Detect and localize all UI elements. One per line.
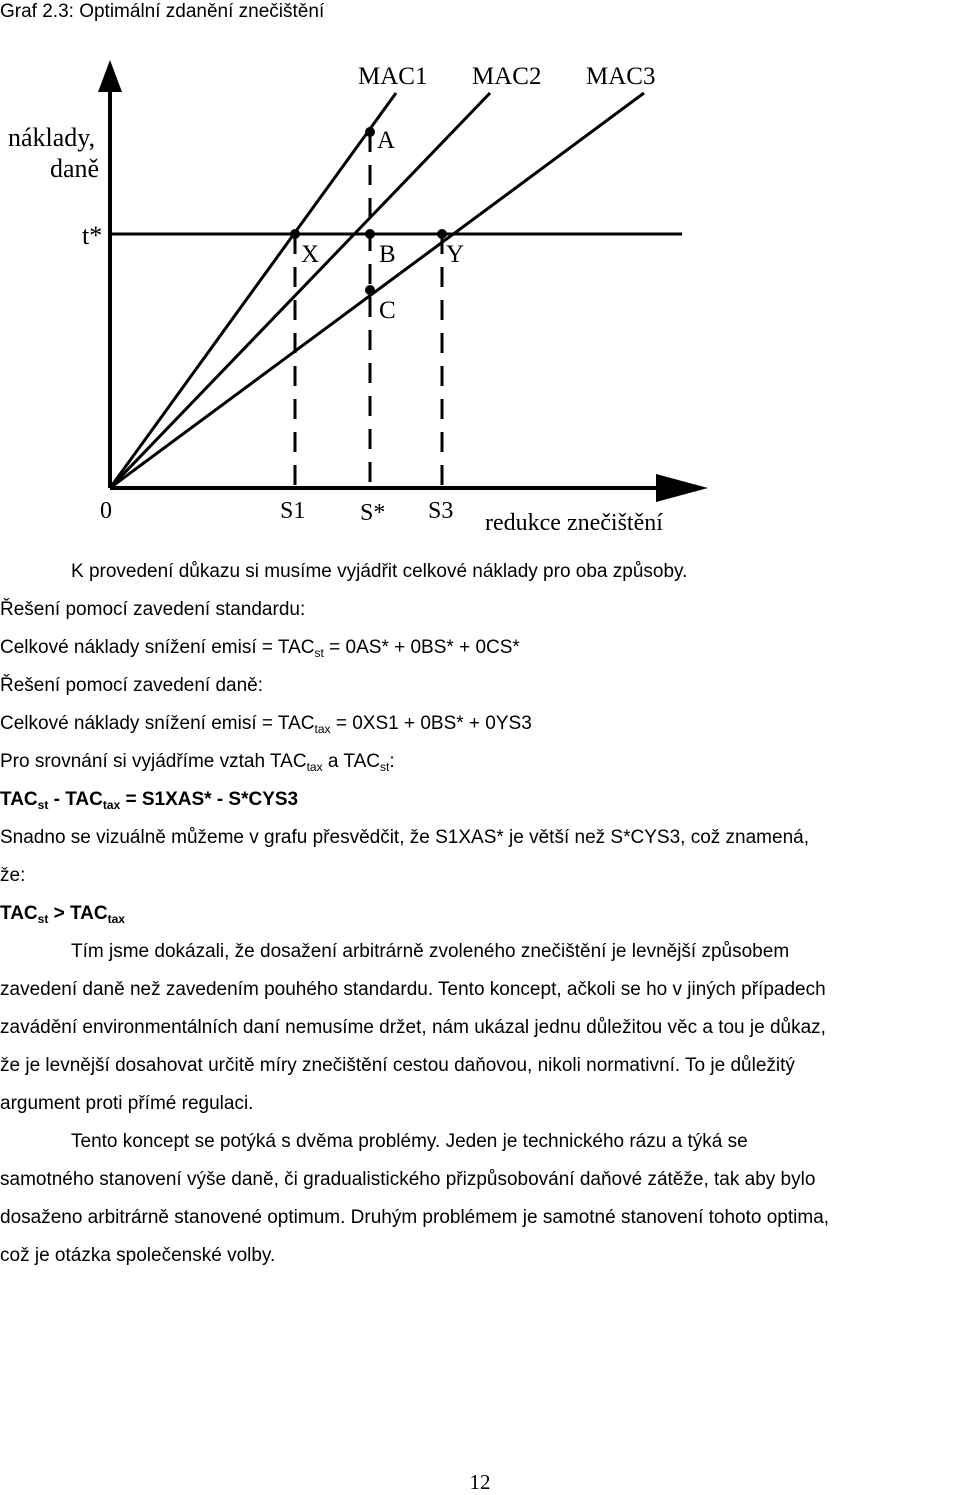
text-line-that: že: [0,865,26,886]
y-axis-label-2: daně [50,154,100,183]
mac1-line [110,93,396,488]
paragraph-1-line-3: zavádění environmentálních daní nemusíme držet, nám ukázal jednu důležitou věc a tou je důkaz, [0,1017,826,1038]
text-line-tax-heading: Řešení pomocí zavedení daně: [0,675,264,696]
text-line-proof-intro: K provedení důkazu si musíme vyjádřit celkové náklady pro oba způsoby. [71,561,688,582]
point-c-label: C [379,297,396,324]
point-x-dot [290,229,300,239]
mac2-label: MAC2 [472,63,542,90]
x-axis-arrow [656,474,708,502]
y-axis-label-1: náklady, [8,123,96,152]
tax-label: t* [82,221,103,250]
paragraph-2-line-4: což je otázka společenské volby. [0,1245,276,1266]
point-y-label: Y [446,241,465,268]
text-line-visual-check: Snadno se vizuálně můžeme v grafu přesvědčit, že S1XAS* je větší než S*CYS3, což znamená, [0,827,809,848]
text-line-tac-tax: Celkové náklady snížení emisí = $TAC_{tax} = 0XS1 + 0BS* + 0YS3$ [0,713,532,736]
paragraph-2-line-3: dosaženo arbitrárně stanovené optimum. Druhým problémem je samotné stanovení tohoto optima, [0,1207,830,1228]
paragraph-1-line-5: argument proti přímé regulaci. [0,1093,254,1114]
paragraph-1-line-2: zavedení daně než zavedením pouhého standardu. Tento koncept, ačkoli se ho v jiných případech [0,979,826,1000]
text-line-tac-standard: Celkové náklady snížení emisí = $TAC_{st} = 0AS* + 0BS* + 0CS*$ [0,637,520,660]
paragraph-1-line-4: že je levnější dosahovat určitě míry znečištění cestou daňovou, nikoli normativní. To je důležitý [0,1055,795,1076]
text-line-standard-heading: Řešení pomocí zavedení standardu: [0,599,306,620]
text-line-difference-formula: $TAC_{st} - TAC_{tax} = S1XAS* - S*CYS3$ [0,789,299,812]
figure-caption: Graf 2.3: Optimální zdanění znečištění [0,1,325,22]
tick-s3-label: S3 [428,498,454,524]
point-c-dot [365,285,375,295]
text-line-comparison: Pro srovnání si vyjádříme vztah $TAC_{tax}$ a $TAC_{st}$: [0,751,395,774]
tick-s1-label: S1 [280,498,306,524]
paragraph-1-line-1: Tím jsme dokázali, že dosažení arbitrárně zvoleného znečištění je levnější způsobem [71,941,790,962]
y-axis-arrow [98,60,122,92]
mac3-label: MAC3 [586,63,656,90]
tick-s-star-label: S* [360,500,386,526]
mac2-line [110,93,490,488]
text-line-inequality: $TAC_{st} > TAC_{tax}$ [0,903,125,926]
page-number: 12 [469,1470,491,1494]
point-y-dot [437,229,447,239]
point-a-label: A [377,127,396,154]
point-a-dot [365,127,375,137]
mac1-label: MAC1 [358,63,428,90]
x-axis-label: redukce znečištění [485,510,663,536]
abatement-tax-diagram [0,40,720,540]
point-x-label: X [301,241,320,268]
origin-label: 0 [100,498,112,524]
paragraph-2-line-1: Tento koncept se potýká s dvěma problémy. Jeden je technického rázu a týká se [71,1131,748,1152]
paragraph-2-line-2: samotného stanovení výše daně, či gradualistického přizpůsobování daňové zátěže, tak aby bylo [0,1169,816,1190]
point-b-dot [365,229,375,239]
point-b-label: B [379,241,396,268]
